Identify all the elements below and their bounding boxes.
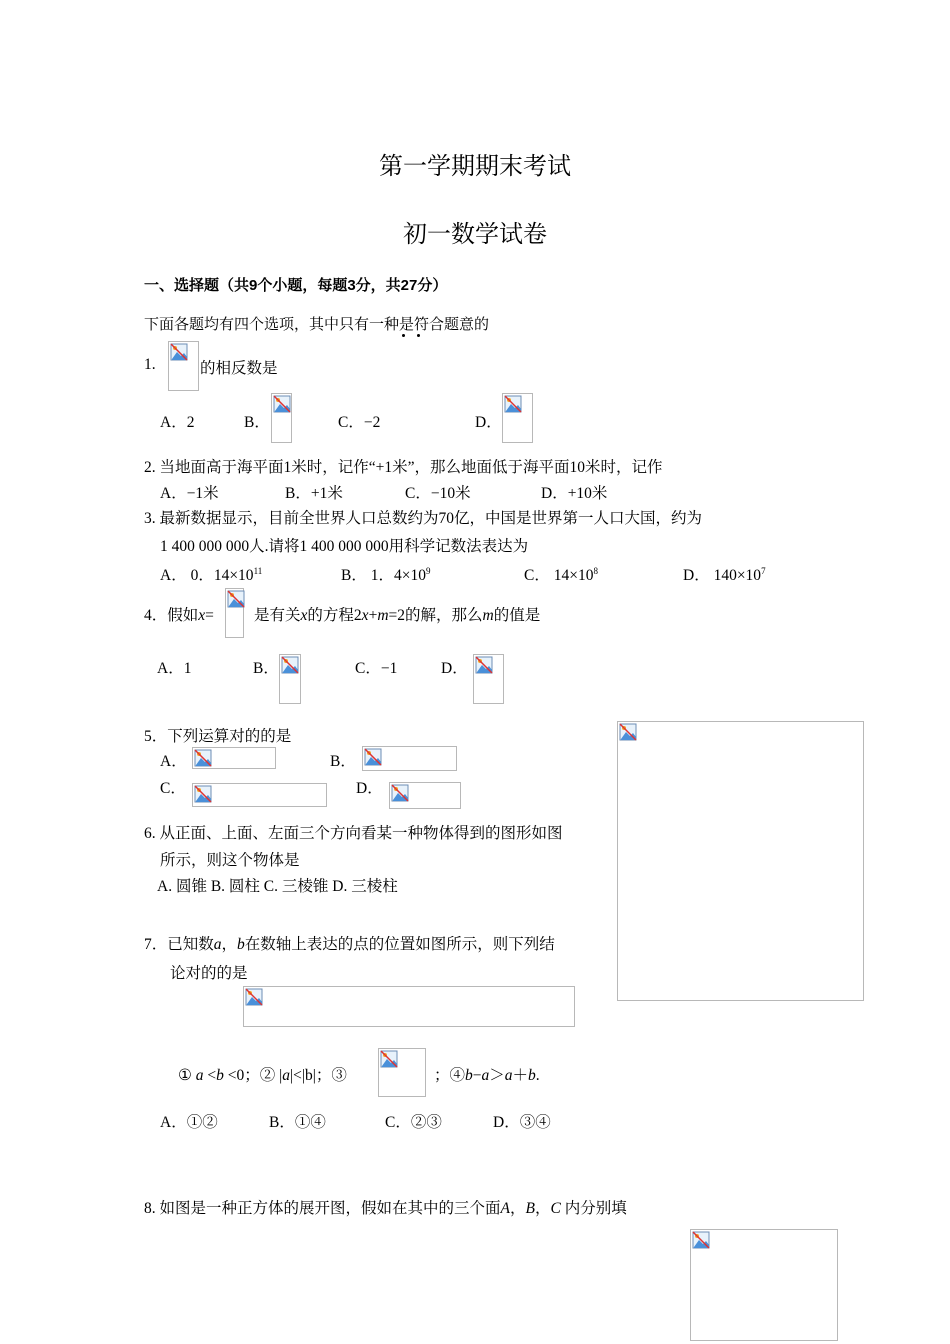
q3-line2: 1 400 000 000人.请将1 400 000 000用科学记数法表达为 [160,538,529,555]
q7-statement-3-image [378,1048,426,1097]
q7-line1: 7．已知数a，b在数轴上表达的点的位置如图所示，则下列结 [144,936,555,953]
q4-option-b-image [279,654,301,704]
broken-image-icon [619,723,637,741]
q1-formula-image [168,341,199,391]
q1-option-a: A．2 [160,414,195,431]
q1-text: 的相反数是 [200,360,278,377]
broken-image-icon [281,656,299,674]
broken-image-icon [380,1050,398,1068]
q2-text: 2. 当地面高于海平面1米时，记作“+1米”，那么地面低于海平面10米时，记作 [144,459,663,476]
broken-image-icon [245,988,263,1006]
q5-option-d: D． [356,780,383,797]
q4-option-d-image [473,654,504,704]
emphasis-dot [417,334,420,337]
broken-image-icon [227,590,245,608]
q2-option-d: D．+10米 [541,485,608,502]
page-title: 第一学期期末考试 [379,154,571,180]
q4-text: 是有关x的方程2x+m=2的解，那么m的值是 [254,607,541,624]
q7-statement-4: ；④b−a＞a＋b. [434,1067,540,1084]
q4-value-image [225,588,244,638]
q1-option-b: B． [244,414,270,431]
q4-option-a: A．1 [157,660,192,677]
q7-statements-1-2: ① a <b <0；② |a|<|b|；③ [178,1067,347,1084]
q7-option-a: A．①② [160,1114,218,1131]
broken-image-icon [391,784,409,802]
broken-image-icon [364,748,382,766]
q1-option-d: D． [475,414,502,431]
q4-option-d: D． [441,660,468,677]
q5-option-c: C． [160,780,186,797]
q2-option-c: C．−10米 [405,485,471,502]
broken-image-icon [273,395,291,413]
broken-image-icon [692,1231,710,1249]
q1-number: 1. [144,356,156,373]
broken-image-icon [504,395,522,413]
q7-number-line-image [243,986,575,1027]
q5-option-d-image [389,782,461,809]
q5-text: 5．下列运算对的的是 [144,728,292,745]
q8-text: 8. 如图是一种正方体的展开图，假如在其中的三个面A，B，C 内分别填 [144,1200,627,1217]
q4-option-c: C．−1 [355,660,398,677]
broken-image-icon [194,785,212,803]
q4-option-b: B． [253,660,279,677]
section-instruction: 下面各题均有四个选项，其中只有一种是符合题意的 [144,316,490,333]
q4-prefix: 4．假如x= [144,607,214,624]
q1-option-c: C．−2 [338,414,381,431]
q6-line1: 6. 从正面、上面、左面三个方向看某一种物体得到的图形如图 [144,825,563,842]
q7-option-c: C．②③ [385,1114,442,1131]
q7-option-b: B．①④ [269,1114,326,1131]
q6-line2: 所示，则这个物体是 [160,852,300,869]
q3-option-a: A． 0．$14\times 10^{11}$ [160,565,263,584]
q6-views-figure [617,721,864,1001]
broken-image-icon [194,749,212,767]
q2-option-b: B．+1米 [285,485,343,502]
q5-option-b: B． [330,753,356,770]
q8-cube-net-figure [690,1229,838,1341]
q5-option-b-image [362,746,457,771]
q3-line1: 3. 最新数据显示，目前全世界人口总数约为70亿，中国是世界第一人口大国，约为 [144,510,703,527]
q2-option-a: A．−1米 [160,485,219,502]
q5-option-c-image [192,783,327,807]
section-heading: 一、选择题（共9个小题，每题3分，共27分） [144,277,448,294]
q7-line2: 论对的的是 [170,965,248,982]
emphasis-dot [402,334,405,337]
page-subtitle: 初一数学试卷 [403,222,547,248]
q1-option-b-image [271,393,292,443]
q3-option-b: B． 1．$4\times 10^9$ [341,565,431,584]
q7-option-d: D．③④ [493,1114,551,1131]
q3-option-d: D． $140\times 10^7$ [683,565,766,584]
q5-option-a: A． [160,753,187,770]
broken-image-icon [475,656,493,674]
q5-option-a-image [192,747,276,769]
q6-options: A. 圆锥 B. 圆柱 C. 三棱锥 D. 三棱柱 [157,878,398,895]
broken-image-icon [170,343,188,361]
q3-option-c: C． $14\times 10^8$ [524,565,598,584]
q1-option-d-image [502,393,533,443]
